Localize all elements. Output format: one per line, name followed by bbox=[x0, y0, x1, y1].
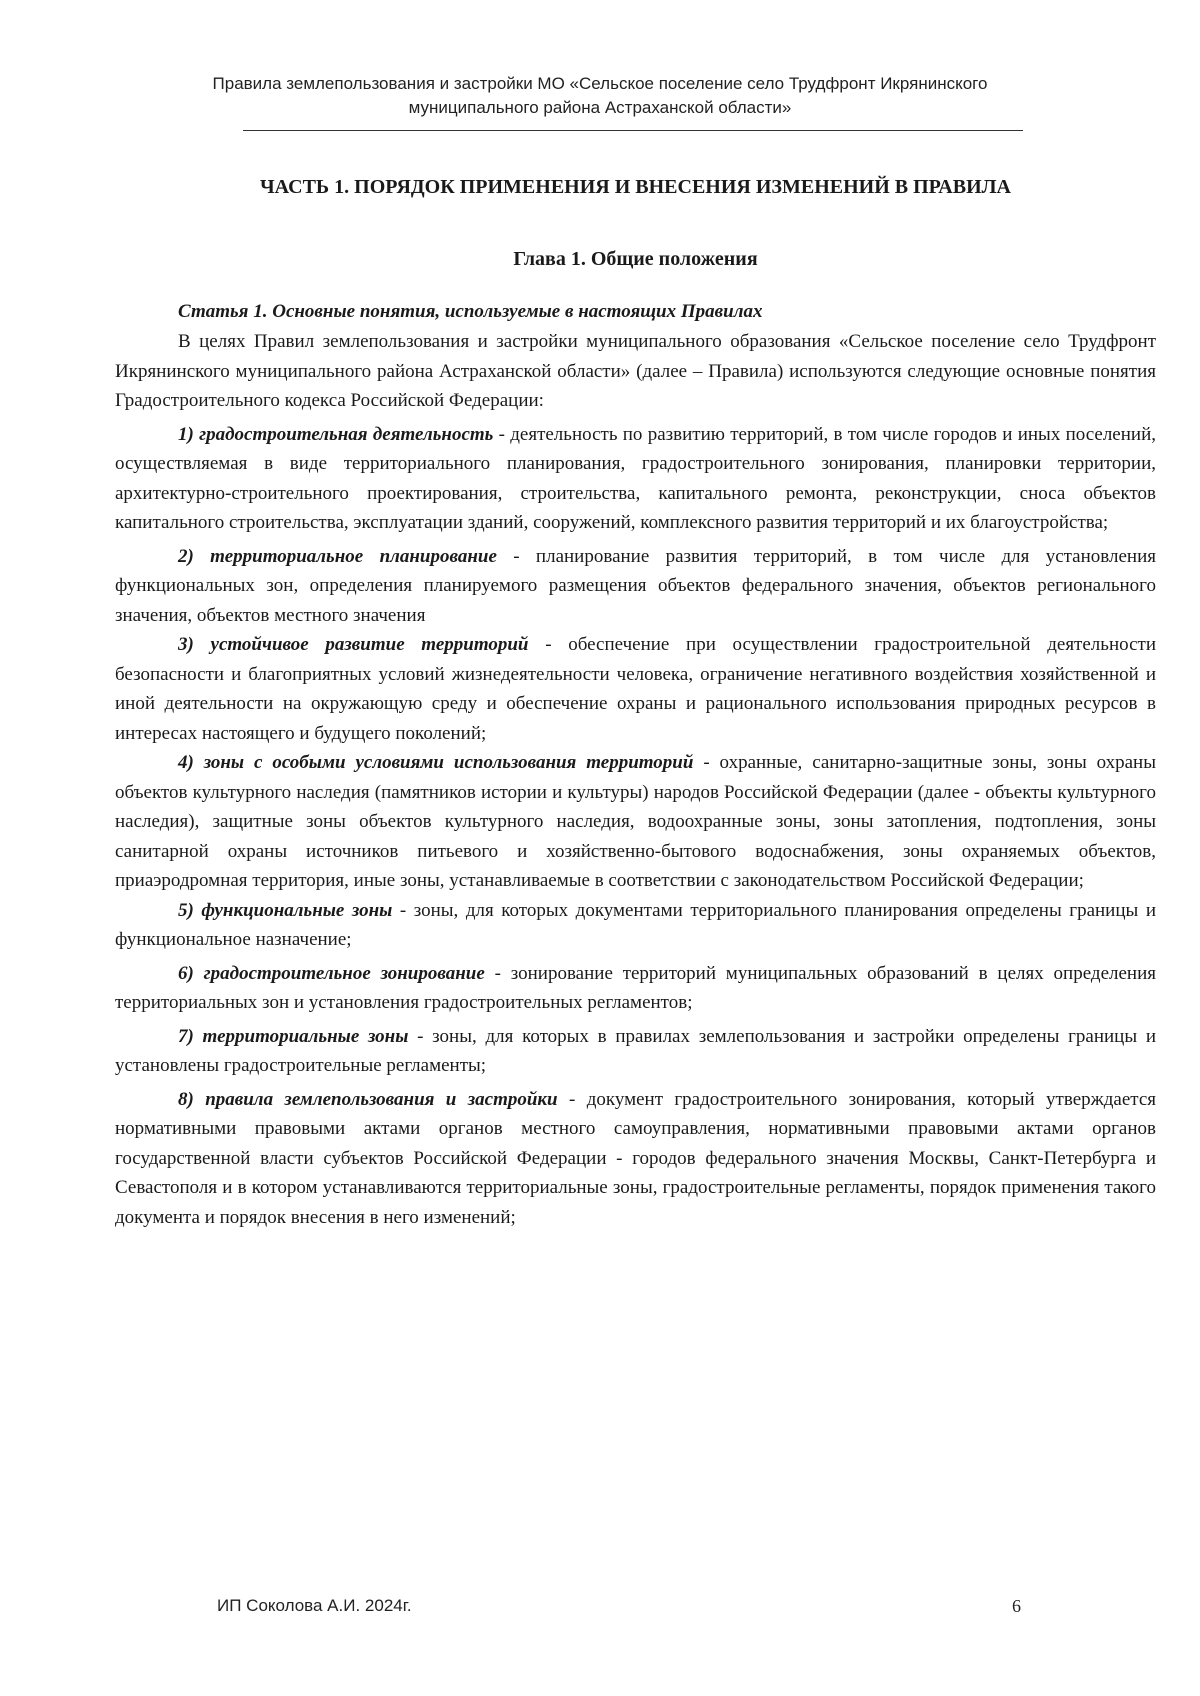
definition-item-2 bbox=[115, 542, 1156, 631]
intro-paragraph: В целях Правил землепользования и застройки муниципального образования «Сельское поселение село Трудфронт Икрянинского муниципального района Астраханской области» (далее – Правила) используются следующие основные понятия Градостроительного кодекса Российской Федерации: bbox=[115, 331, 1156, 411]
definition-term: 7) территориальные зоны bbox=[178, 1025, 409, 1047]
chapter-title: Глава 1. Общие положения bbox=[513, 248, 758, 270]
definition-term: 4) зоны с особыми условиями использования территорий bbox=[178, 752, 694, 773]
definition-item-5 bbox=[115, 896, 1156, 955]
header-line-1: Правила землепользования и застройки МО «Сельское поселение село Трудфронт Икрянинского bbox=[212, 74, 988, 93]
definition-text: - обеспечение при осуществлении градостроительной деятельности безопасности и благоприятных условий жизнедеятельности человека, ограничение негативного воздействия хозяйственной и иной деятельности на окружающую среду и обеспечение охраны и рационального использования природных ресурсов в интересах настоящего и будущего поколений; bbox=[115, 634, 1156, 744]
definition-text: - планирование развития территорий, в том числе для установления функциональных зон, определения планируемого размещения объектов федерального значения, объектов регионального значения, объектов местного значения bbox=[115, 545, 1156, 626]
definition-item-1 bbox=[115, 420, 1156, 538]
definition-text: - зоны, для которых в правилах землепользования и застройки определены границы и установлены градостроительные регламенты; bbox=[115, 1025, 1156, 1076]
definition-text: - документ градостроительного зонирования, который утверждается нормативными правовыми актами органов местного самоуправления, нормативными правовыми актами органов государственной власти субъектов Российской Федерации - городов федерального значения Москвы, Санкт-Петербурга и Севастополя и в котором устанавливаются территориальные зоны, градостроительные регламенты, порядок применения такого документа и порядок внесения в него изменений; bbox=[115, 1088, 1156, 1228]
definition-item-4 bbox=[115, 748, 1156, 896]
definition-item-6 bbox=[115, 959, 1156, 1018]
definition-term: 8) правила землепользования и застройки bbox=[178, 1088, 558, 1110]
definition-term: 2) территориальное планирование bbox=[178, 545, 497, 567]
definition-term: 3) устойчивое развитие территорий bbox=[178, 634, 529, 655]
definition-item-3 bbox=[115, 630, 1156, 748]
definition-text: - охранные, санитарно-защитные зоны, зоны охраны объектов культурного наследия (памятников истории и культуры) народов Российской Федерации (далее - объекты культурного наследия), защитные зоны объектов культурного наследия, водоохранные зоны, зоны затопления, подтопления, зоны санитарной охраны источников питьевого и хозяйственно-бытового водоснабжения, зоны охраняемых объектов, приаэродромная территория, иные зоны, устанавливаемые в соответствии с законодательством Российской Федерации; bbox=[115, 752, 1156, 891]
definition-term: 5) функциональные зоны bbox=[178, 899, 393, 921]
definition-term: 1) градостроительная деятельность bbox=[178, 423, 494, 445]
header-rule bbox=[243, 130, 1023, 131]
footer-author: ИП Соколова А.И. 2024г. bbox=[217, 1596, 412, 1615]
document-body bbox=[115, 165, 1156, 1232]
definition-text: - зонирование территорий муниципальных образований в целях определения территориальных зон и установления градостроительных регламентов; bbox=[115, 962, 1156, 1013]
part-title: ЧАСТЬ 1. ПОРЯДОК ПРИМЕНЕНИЯ И ВНЕСЕНИЯ ИЗМЕНЕНИЙ В ПРАВИЛА bbox=[260, 176, 1011, 198]
article-title: Статья 1. Основные понятия, используемые в настоящих Правилах bbox=[178, 301, 763, 322]
definition-text: - зоны, для которых документами территориального планирования определены границы и функциональное назначение; bbox=[115, 899, 1156, 950]
header-line-2: муниципального района Астраханской области» bbox=[408, 98, 792, 117]
running-header bbox=[160, 72, 1040, 120]
definition-item-7 bbox=[115, 1022, 1156, 1081]
definition-item-8 bbox=[115, 1085, 1156, 1233]
definition-text: - деятельность по развитию территорий, в том числе городов и иных поселений, осуществляемая в виде территориального планирования, градостроительного зонирования, планировки территории, архитектурно-строительного проектирования, строительства, капитального ремонта, реконструкции, сноса объектов капитального строительства, эксплуатации зданий, сооружений, комплексного развития территорий и их благоустройства; bbox=[115, 423, 1156, 533]
definition-term: 6) градостроительное зонирование bbox=[178, 962, 485, 984]
running-footer bbox=[0, 1596, 1200, 1626]
page-number: 6 bbox=[1012, 1596, 1021, 1616]
